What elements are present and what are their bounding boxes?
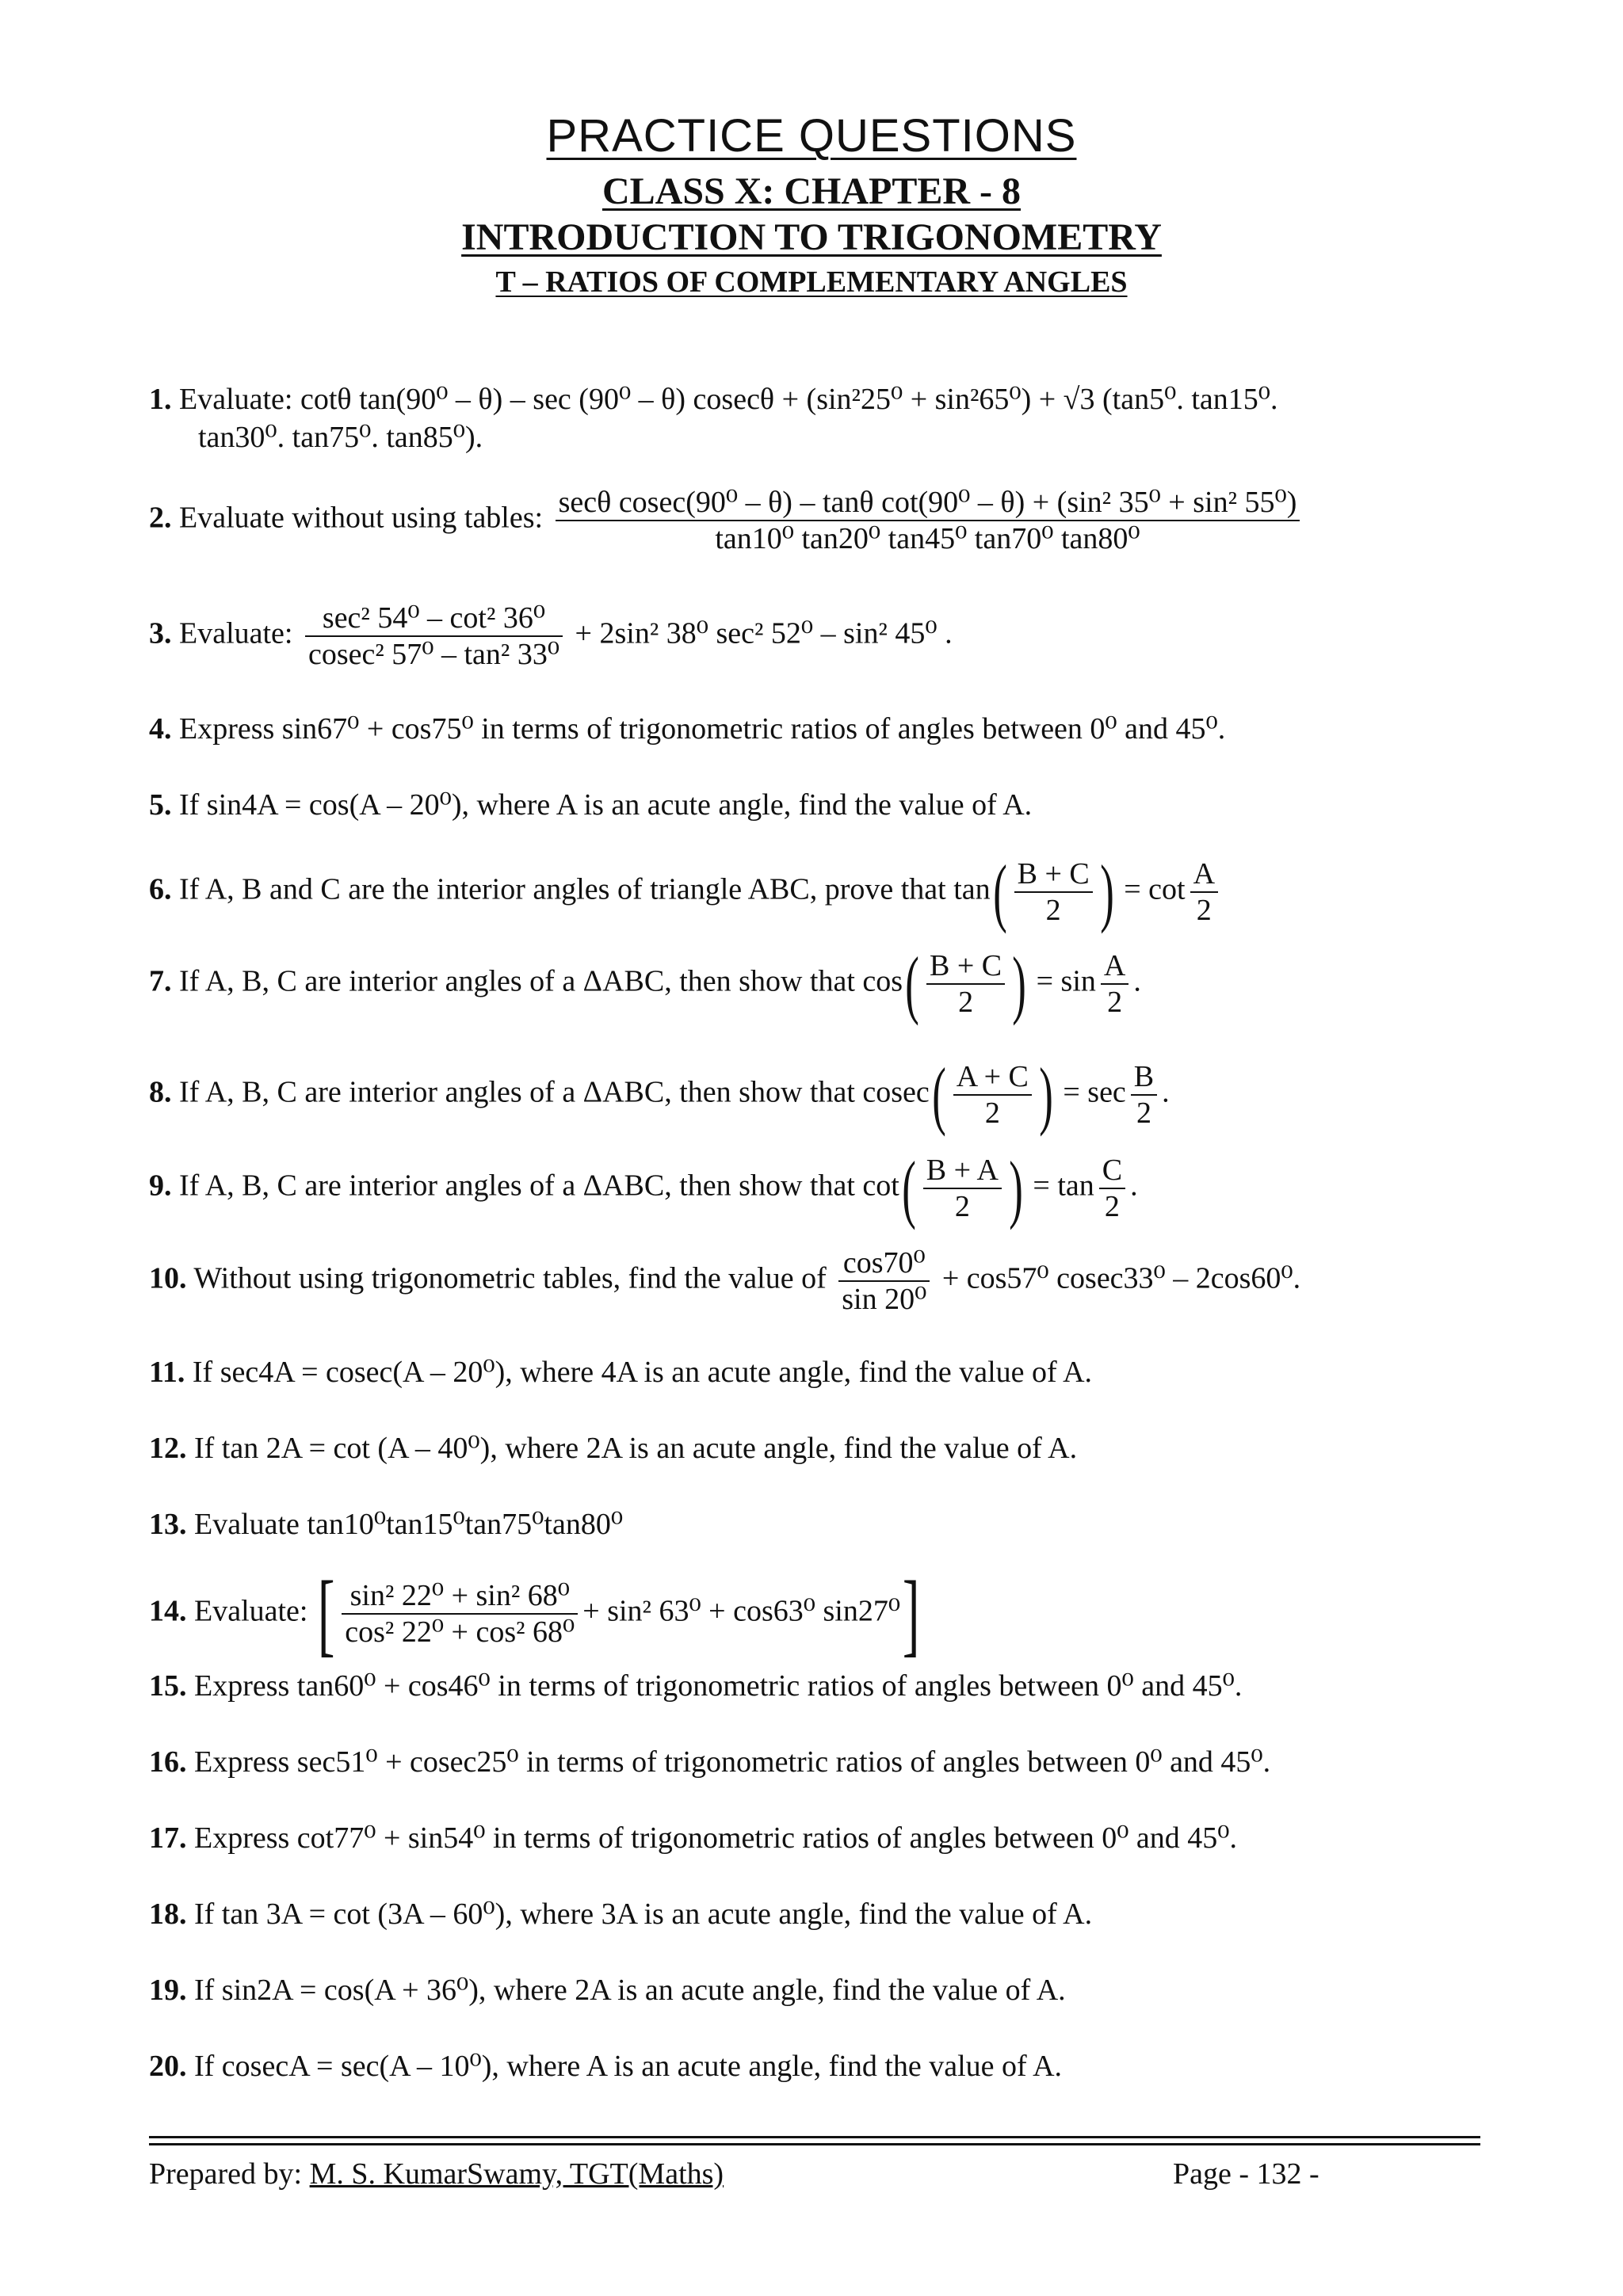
question-text: If A, B, C are interior angles of a ΔABC, then show that (179, 964, 855, 998)
lhs-function: cosec (862, 1075, 930, 1109)
left-paren: ( (992, 849, 1007, 934)
question-text: If cosecA = sec(A – 10⁰), where A is an acute angle, find the value of A. (194, 2050, 1063, 2083)
topic-heading: T – RATIOS OF COMPLEMENTARY ANGLES (495, 265, 1128, 299)
fraction (838, 1245, 930, 1317)
fraction-numerator: A + C (953, 1059, 1032, 1096)
question-19 (149, 1971, 1066, 2009)
question-text: Evaluate: (194, 1594, 308, 1628)
fraction-numerator: B + C (1014, 856, 1093, 893)
question-number: 19. (149, 1974, 187, 2007)
question-13 (149, 1505, 623, 1543)
question-text: Evaluate tan10⁰tan15⁰tan75⁰tan80⁰ (194, 1508, 624, 1541)
rhs-fraction (1131, 1059, 1157, 1131)
left-bracket: [ (317, 1562, 335, 1665)
fraction (556, 485, 1300, 556)
question-number: 18. (149, 1897, 187, 1931)
expression-rest: + cos57⁰ cosec33⁰ – 2cos60⁰. (941, 1261, 1301, 1295)
prepared-by-label: Prepared by: (149, 2157, 310, 2191)
question-10 (149, 1245, 1300, 1317)
question-number: 11. (149, 1356, 185, 1389)
question-text: If sin2A = cos(A + 36⁰), where 2A is an acute angle, find the value of A. (194, 1974, 1066, 2007)
question-number: 10. (149, 1261, 187, 1295)
class-chapter-heading: CLASS X: CHAPTER - 8 (601, 170, 1022, 212)
question-16 (149, 1743, 1270, 1781)
question-text: Express tan60⁰ + cos46⁰ in terms of trigonometric ratios of angles between 0⁰ and 45⁰. (194, 1669, 1243, 1703)
lhs-fraction (953, 1059, 1032, 1131)
question-number: 15. (149, 1669, 187, 1703)
lhs-fraction (923, 1153, 1002, 1224)
fraction-numerator: C (1099, 1153, 1125, 1189)
fraction-numerator: A (1101, 948, 1128, 985)
question-5 (149, 786, 1032, 824)
question-3 (149, 601, 953, 672)
question-number: 1. (149, 383, 172, 416)
question-number: 9. (149, 1169, 172, 1203)
fraction-denominator: cosec² 57⁰ – tan² 33⁰ (307, 638, 560, 671)
fraction-denominator: 2 (984, 1097, 1000, 1130)
end-mark: . (1162, 1075, 1170, 1109)
question-number: 6. (149, 872, 172, 906)
left-paren: ( (931, 1052, 946, 1137)
fraction-numerator: sec² 54⁰ – cot² 36⁰ (305, 601, 563, 637)
rhs-fraction (1101, 948, 1128, 1020)
question-4 (149, 710, 1225, 748)
fraction-numerator: B (1131, 1059, 1157, 1096)
fraction-denominator: 2 (958, 986, 974, 1019)
question-text: Evaluate without using tables: (179, 501, 544, 535)
fraction-denominator: sin 20⁰ (842, 1283, 927, 1316)
left-paren: ( (902, 1146, 916, 1230)
question-text: Evaluate: (179, 616, 293, 650)
question-1 (149, 380, 1278, 456)
question-text: If A, B, C are interior angles of a ΔABC, then show that (179, 1075, 855, 1109)
question-number: 13. (149, 1508, 187, 1541)
fraction-denominator: 2 (1136, 1097, 1151, 1130)
question-18 (149, 1895, 1092, 1933)
question-text: If tan 2A = cot (A – 40⁰), where 2A is an acute angle, find the value of A. (194, 1432, 1078, 1465)
fraction-denominator: 2 (1107, 986, 1123, 1019)
page-title: PRACTICE QUESTIONS (546, 110, 1077, 162)
question-7 (149, 941, 1141, 1026)
end-mark: . (1133, 964, 1141, 998)
question-15 (149, 1667, 1242, 1705)
fraction-numerator: cos70⁰ (838, 1245, 930, 1282)
fraction-numerator: B + A (923, 1153, 1002, 1189)
fraction-denominator: 2 (954, 1190, 970, 1223)
question-number: 7. (149, 964, 172, 998)
page-number: Page - 132 - (1173, 2157, 1319, 2191)
question-text: Without using trigonometric tables, find the value of (193, 1261, 827, 1295)
question-text: If sin4A = cos(A – 20⁰), where A is an acute angle, find the value of A. (179, 788, 1033, 822)
lhs-function: tan (953, 872, 991, 906)
question-number: 2. (149, 501, 172, 535)
question-number: 20. (149, 2050, 187, 2083)
question-2 (149, 485, 1304, 556)
question-text: If A, B, C are interior angles of a ΔABC, then show that (179, 1169, 855, 1203)
rhs-function: = tan (1033, 1169, 1094, 1203)
lhs-function: cos (862, 964, 903, 998)
question-number: 5. (149, 788, 172, 822)
question-text-continued: tan30⁰. tan75⁰. tan85⁰). (198, 421, 483, 454)
fraction-denominator: 2 (1045, 894, 1061, 927)
fraction (342, 1578, 578, 1650)
rhs-function: = sec (1063, 1075, 1126, 1109)
rhs-function: = sin (1036, 964, 1096, 998)
fraction-denominator: tan10⁰ tan20⁰ tan45⁰ tan70⁰ tan80⁰ (715, 522, 1140, 555)
question-text: If A, B and C are the interior angles of triangle ABC, prove that (179, 872, 946, 906)
subject-heading: INTRODUCTION TO TRIGONOMETRY (461, 216, 1162, 258)
left-paren: ( (905, 941, 919, 1026)
question-number: 8. (149, 1075, 172, 1109)
question-8 (149, 1052, 1170, 1137)
question-14 (149, 1562, 922, 1665)
rhs-fraction (1099, 1153, 1125, 1224)
question-20 (149, 2047, 1062, 2085)
lhs-fraction (1014, 856, 1093, 928)
rhs-function: = cot (1124, 872, 1186, 906)
footer-divider (149, 2136, 1480, 2138)
question-text: Express sec51⁰ + cosec25⁰ in terms of trigonometric ratios of angles between 0⁰ and 45⁰. (194, 1745, 1271, 1779)
expression-rest: + 2sin² 38⁰ sec² 52⁰ – sin² 45⁰ . (575, 616, 953, 650)
fraction (305, 601, 563, 672)
question-text: Express sin67⁰ + cos75⁰ in terms of trigonometric ratios of angles between 0⁰ and 45⁰. (179, 712, 1226, 746)
fraction-numerator: B + C (926, 948, 1005, 985)
question-text: If tan 3A = cot (3A – 60⁰), where 3A is an acute angle, find the value of A. (194, 1897, 1093, 1931)
expression-rest: + sin² 63⁰ + cos63⁰ sin27⁰ (582, 1594, 901, 1628)
author-name: M. S. KumarSwamy, TGT(Maths) (309, 2157, 724, 2191)
right-paren: ) (1009, 1146, 1023, 1230)
question-text: Evaluate: cotθ tan(90⁰ – θ) – sec (90⁰ – θ) cosecθ + (sin²25⁰ + sin²65⁰) + √3 (tan5⁰. tan15⁰. (179, 383, 1278, 416)
lhs-function: cot (862, 1169, 899, 1203)
question-number: 16. (149, 1745, 187, 1779)
question-text: Express cot77⁰ + sin54⁰ in terms of trigonometric ratios of angles between 0⁰ and 45⁰. (194, 1821, 1238, 1855)
question-11 (149, 1353, 1092, 1391)
question-text: If sec4A = cosec(A – 20⁰), where 4A is an acute angle, find the value of A. (192, 1356, 1093, 1389)
question-9 (149, 1146, 1138, 1230)
footer-divider (149, 2143, 1480, 2145)
question-17 (149, 1819, 1237, 1857)
lhs-fraction (926, 948, 1005, 1020)
fraction-denominator: 2 (1104, 1190, 1120, 1223)
question-12 (149, 1429, 1077, 1467)
question-number: 12. (149, 1432, 187, 1465)
fraction-numerator: secθ cosec(90⁰ – θ) – tanθ cot(90⁰ – θ) + (sin² 35⁰ + sin² 55⁰) (556, 485, 1300, 521)
question-number: 3. (149, 616, 172, 650)
fraction-denominator: 2 (1196, 894, 1212, 927)
footer-credit (149, 2157, 724, 2191)
right-paren: ) (1012, 941, 1026, 1026)
fraction-denominator: cos² 22⁰ + cos² 68⁰ (345, 1615, 575, 1649)
question-number: 17. (149, 1821, 187, 1855)
right-paren: ) (1039, 1052, 1053, 1137)
right-paren: ) (1099, 849, 1114, 934)
question-6 (149, 849, 1223, 934)
fraction-numerator: sin² 22⁰ + sin² 68⁰ (342, 1578, 578, 1615)
end-mark: . (1130, 1169, 1138, 1203)
question-number: 4. (149, 712, 172, 746)
right-bracket: ] (902, 1562, 920, 1665)
question-number: 14. (149, 1594, 187, 1628)
fraction-numerator: A (1190, 856, 1218, 893)
rhs-fraction (1190, 856, 1218, 928)
